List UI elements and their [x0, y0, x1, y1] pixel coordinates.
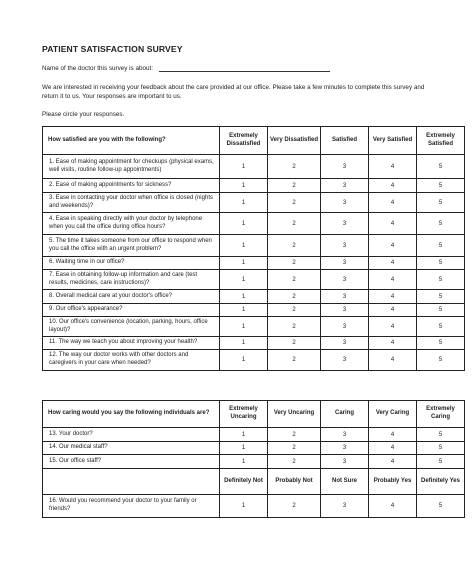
rating-option[interactable]: 4: [369, 442, 417, 455]
question-header: How caring would you say the following individuals are?: [43, 401, 220, 428]
scale-header: Probably Yes: [369, 469, 417, 495]
rating-option[interactable]: 2: [268, 304, 321, 317]
scale-header: Extremely Satisfied: [417, 127, 465, 155]
scale-header: Probably Not: [268, 469, 321, 495]
rating-option[interactable]: 5: [417, 257, 465, 270]
rating-option[interactable]: 1: [220, 213, 268, 235]
scale-header: Caring: [321, 401, 369, 428]
question-text: 13. Your doctor?: [43, 428, 220, 442]
scale-header: Not Sure: [321, 469, 369, 495]
rating-option[interactable]: 1: [220, 495, 268, 518]
rating-option[interactable]: 3: [321, 193, 369, 213]
scale-header: Very Uncaring: [268, 401, 321, 428]
rating-option[interactable]: 1: [220, 257, 268, 270]
question-text: 2. Ease of making appointments for sickness?: [43, 179, 220, 193]
rating-option[interactable]: 4: [369, 290, 417, 304]
question-text: 4. Ease in speaking directly with your doctor by telephone when you call the office during office hours?: [43, 213, 220, 235]
question-text: 14. Our medical staff?: [43, 442, 220, 455]
scale-header: Definitely Not: [220, 469, 268, 495]
rating-option[interactable]: 5: [417, 290, 465, 304]
question-text: 5. The time it takes someone from our office to respond when you call the office with an urgent problem?: [43, 235, 220, 257]
rating-option[interactable]: 4: [369, 428, 417, 442]
rating-option[interactable]: 1: [220, 337, 268, 350]
rating-option[interactable]: 5: [417, 337, 465, 350]
rating-option[interactable]: 5: [417, 235, 465, 257]
rating-option[interactable]: 5: [417, 213, 465, 235]
rating-option[interactable]: 1: [220, 428, 268, 442]
rating-option[interactable]: 1: [220, 270, 268, 290]
rating-option[interactable]: 3: [321, 317, 369, 337]
rating-option[interactable]: 5: [417, 179, 465, 193]
table-row: [43, 270, 465, 290]
table-row: [43, 155, 465, 179]
rating-option[interactable]: 4: [369, 257, 417, 270]
rating-option[interactable]: 3: [321, 257, 369, 270]
rating-option[interactable]: 2: [268, 442, 321, 455]
table-row: [43, 428, 465, 442]
scale-header: Extremely Uncaring: [220, 401, 268, 428]
rating-option[interactable]: 5: [417, 428, 465, 442]
doctor-name-label: Name of the doctor this survey is about:: [42, 65, 153, 72]
recommend-header-row: [43, 469, 465, 495]
rating-option[interactable]: 1: [220, 155, 268, 179]
rating-option[interactable]: 1: [220, 179, 268, 193]
rating-option[interactable]: 1: [220, 290, 268, 304]
question-text: 12. The way our doctor works with other doctors and caregivers in your care when needed?: [43, 350, 220, 371]
rating-option[interactable]: 3: [321, 179, 369, 193]
rating-option[interactable]: 1: [220, 350, 268, 371]
question-text: 15. Our office staff?: [43, 455, 220, 469]
rating-option[interactable]: 3: [321, 350, 369, 371]
question-text: 1. Ease of making appointment for checkups (physical exams, well visits, routine follow-up appointments): [43, 155, 220, 179]
rating-option[interactable]: 4: [369, 337, 417, 350]
question-text: 11. The way we teach you about improving your health?: [43, 337, 220, 350]
scale-header: Extremely Caring: [417, 401, 465, 428]
rating-option[interactable]: 3: [321, 455, 369, 469]
rating-option[interactable]: 3: [321, 495, 369, 518]
question-header: How satisfied are you with the following?: [43, 127, 220, 155]
table-row: [43, 337, 465, 350]
rating-option[interactable]: 4: [369, 235, 417, 257]
rating-option[interactable]: 1: [220, 455, 268, 469]
question-text: 10. Our office's convenience (location, parking, hours, office layout)?: [43, 317, 220, 337]
rating-option[interactable]: 5: [417, 317, 465, 337]
rating-option[interactable]: 2: [268, 193, 321, 213]
rating-option[interactable]: 5: [417, 155, 465, 179]
rating-option[interactable]: 1: [220, 304, 268, 317]
rating-option[interactable]: 1: [220, 235, 268, 257]
rating-option[interactable]: 4: [369, 495, 417, 518]
table-row: [43, 304, 465, 317]
doctor-name-field[interactable]: [159, 65, 330, 72]
rating-option[interactable]: 1: [220, 317, 268, 337]
rating-option[interactable]: 5: [417, 455, 465, 469]
rating-option[interactable]: 5: [417, 495, 465, 518]
table-row: [43, 455, 465, 469]
blank-header-cell: [43, 469, 220, 495]
scale-header: Very Dissatisfied: [268, 127, 321, 155]
table-row: [43, 442, 465, 455]
rating-option[interactable]: 4: [369, 455, 417, 469]
rating-option[interactable]: 2: [268, 455, 321, 469]
scale-header: Definitely Yes: [417, 469, 465, 495]
rating-option[interactable]: 2: [268, 317, 321, 337]
doctor-name-line: [42, 65, 330, 72]
rating-option[interactable]: 5: [417, 304, 465, 317]
rating-option[interactable]: 2: [268, 495, 321, 518]
table-row: [43, 290, 465, 304]
scale-header: Extremely Dissatisfied: [220, 127, 268, 155]
rating-option[interactable]: 2: [268, 213, 321, 235]
table-row: [43, 179, 465, 193]
rating-option[interactable]: 2: [268, 235, 321, 257]
rating-option[interactable]: 2: [268, 290, 321, 304]
rating-option[interactable]: 3: [321, 270, 369, 290]
rating-option[interactable]: 2: [268, 155, 321, 179]
rating-option[interactable]: 2: [268, 179, 321, 193]
rating-option[interactable]: 5: [417, 350, 465, 371]
rating-option[interactable]: 4: [369, 213, 417, 235]
rating-option[interactable]: 2: [268, 350, 321, 371]
rating-option[interactable]: 3: [321, 428, 369, 442]
rating-option[interactable]: 5: [417, 270, 465, 290]
caring-table: [42, 400, 465, 518]
rating-option[interactable]: 4: [369, 193, 417, 213]
question-text: 6. Waiting time in our office?: [43, 257, 220, 270]
scale-header: Very Caring: [369, 401, 417, 428]
table-row: [43, 317, 465, 337]
table-row: [43, 257, 465, 270]
rating-option[interactable]: 4: [369, 270, 417, 290]
rating-option[interactable]: 2: [268, 337, 321, 350]
rating-option[interactable]: 3: [321, 304, 369, 317]
rating-option[interactable]: 4: [369, 317, 417, 337]
page-title: PATIENT SATISFACTION SURVEY: [42, 44, 183, 54]
rating-option[interactable]: 4: [369, 179, 417, 193]
rating-option[interactable]: 3: [321, 442, 369, 455]
rating-option[interactable]: 4: [369, 304, 417, 317]
question-text: 8. Overall medical care at your doctor's office?: [43, 290, 220, 304]
rating-option[interactable]: 1: [220, 442, 268, 455]
rating-option[interactable]: 5: [417, 442, 465, 455]
rating-option[interactable]: 3: [321, 213, 369, 235]
question-text: 3. Ease in contacting your doctor when office is closed (nights and weekends)?: [43, 193, 220, 213]
intro-paragraph: We are interested in receiving your feedback about the care provided at our office. Please take a few minutes to complete this survey and return it to us. Your responses are important to us.: [42, 84, 425, 100]
rating-option[interactable]: 2: [268, 257, 321, 270]
rating-option[interactable]: 1: [220, 193, 268, 213]
rating-option[interactable]: 5: [417, 193, 465, 213]
table-row: [43, 235, 465, 257]
table-header-row: [43, 127, 465, 155]
question-text: 16. Would you recommend your doctor to your family or friends?: [43, 495, 220, 518]
rating-option[interactable]: 3: [321, 235, 369, 257]
table-row: [43, 213, 465, 235]
rating-option[interactable]: 3: [321, 290, 369, 304]
table-row: [43, 193, 465, 213]
rating-option[interactable]: 2: [268, 428, 321, 442]
table-row: [43, 350, 465, 371]
rating-option[interactable]: 4: [369, 155, 417, 179]
question-text: 7. Ease in obtaining follow-up information and care (test results, medicines, care instructions)?: [43, 270, 220, 290]
rating-option[interactable]: 3: [321, 155, 369, 179]
scale-header: Very Satisfied: [369, 127, 417, 155]
rating-option[interactable]: 3: [321, 337, 369, 350]
rating-option[interactable]: 2: [268, 270, 321, 290]
satisfaction-table: [42, 126, 465, 371]
question-text: 9. Our office's appearance?: [43, 304, 220, 317]
table-header-row: [43, 401, 465, 428]
rating-option[interactable]: 4: [369, 350, 417, 371]
scale-header: Satisfied: [321, 127, 369, 155]
instructions-text: Please circle your responses.: [42, 111, 125, 118]
table-row: [43, 495, 465, 518]
